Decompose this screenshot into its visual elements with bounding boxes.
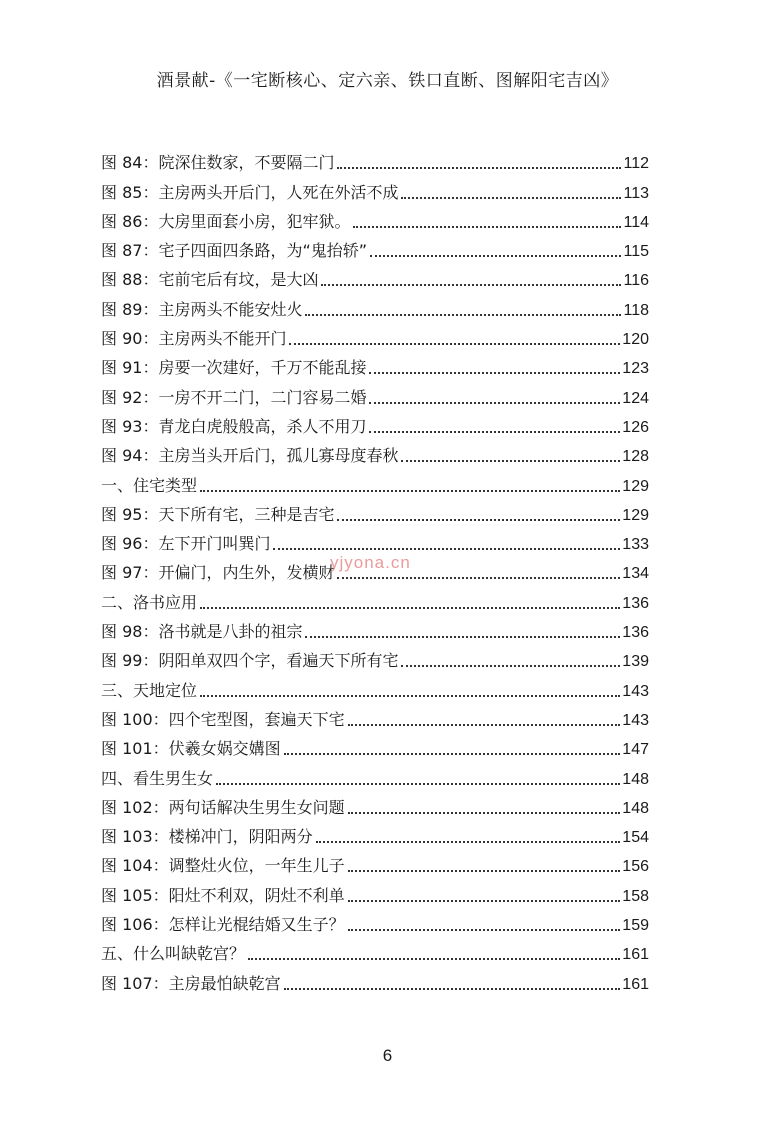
- toc-entry-page: 161: [622, 975, 649, 993]
- toc-entry-page: 136: [622, 594, 649, 612]
- dot-leader: [401, 664, 620, 667]
- toc-entry[interactable]: [101, 290, 649, 319]
- toc-entry-title: 三、天地定位: [101, 680, 198, 700]
- dot-leader: [348, 723, 621, 726]
- toc-entry[interactable]: [101, 759, 649, 788]
- toc-entry-page: 143: [622, 711, 649, 729]
- toc-entry-title: 图 107：主房最怕缺乾宫: [101, 973, 281, 993]
- dot-leader: [348, 928, 621, 931]
- toc-entry-title: 图 85：主房两头开后门，人死在外活不成: [101, 182, 399, 202]
- toc-entry-title: 图 88：宅前宅后有坟，是大凶: [101, 270, 319, 290]
- toc-entry-page: 148: [622, 799, 649, 817]
- toc-entry-page: 128: [622, 448, 649, 466]
- toc-entry[interactable]: [101, 525, 649, 554]
- toc-entry[interactable]: [101, 496, 649, 525]
- toc-entry-page: 136: [622, 624, 649, 642]
- dot-leader: [248, 957, 620, 960]
- toc-entry[interactable]: [101, 671, 649, 700]
- toc-entry-title: 图 87：宅子四面四条路，为“鬼抬轿”: [101, 241, 368, 261]
- toc-entry-title: 图 95：天下所有宅，三种是吉宅: [101, 504, 335, 524]
- toc-entry-title: 图 93：青龙白虎般般高，杀人不用刀: [101, 416, 367, 436]
- dot-leader: [337, 166, 621, 169]
- toc-entry-page: 143: [622, 682, 649, 700]
- toc-entry-title: 五、什么叫缺乾宫？: [101, 944, 246, 964]
- toc-entry-page: 124: [622, 389, 649, 407]
- toc-entry[interactable]: [101, 466, 649, 495]
- dot-leader: [401, 196, 621, 199]
- dot-leader: [200, 606, 620, 609]
- toc-entry-page: 154: [622, 829, 649, 847]
- toc-entry-page: 129: [622, 506, 649, 524]
- toc-entry-title: 图 84：院深住数家，不要隔二门: [101, 153, 335, 173]
- dot-leader: [369, 371, 620, 374]
- toc-entry-title: 图 101：伏羲女娲交媾图: [101, 739, 281, 759]
- dot-leader: [321, 283, 621, 286]
- toc-entry[interactable]: [101, 144, 649, 173]
- dot-leader: [284, 987, 621, 990]
- watermark: yjyona.cn: [330, 553, 411, 572]
- toc-entry-page: 129: [622, 477, 649, 495]
- dot-leader: [337, 576, 620, 579]
- dot-leader: [401, 459, 620, 462]
- toc-entry[interactable]: [101, 876, 649, 905]
- page-number: 6: [382, 1046, 393, 1065]
- page-header: 酒景献-《一宅断核心、定六亲、铁口直断、图解阳宅吉凶》: [156, 71, 619, 91]
- toc-entry-title: 图 105：阳灶不利双，阴灶不利单: [101, 885, 345, 905]
- toc-entry[interactable]: [101, 232, 649, 261]
- toc-entry[interactable]: [101, 173, 649, 202]
- toc-entry[interactable]: [101, 408, 649, 437]
- toc-entry-title: 图 106：怎样让光棍结婚又生子？: [101, 915, 345, 935]
- toc-entry[interactable]: [101, 935, 649, 964]
- toc-entry[interactable]: [101, 261, 649, 290]
- toc-entry-title: 图 91：房要一次建好，千万不能乱接: [101, 358, 367, 378]
- dot-leader: [305, 635, 620, 638]
- toc-entry[interactable]: [101, 203, 649, 232]
- toc-entry-page: 126: [622, 418, 649, 436]
- toc-entry-title: 四、看生男生女: [101, 768, 214, 788]
- toc-entry[interactable]: [101, 437, 649, 466]
- toc-entry-page: 156: [622, 858, 649, 876]
- dot-leader: [337, 518, 620, 521]
- toc-entry-title: 图 104：调整灶火位，一年生儿子: [101, 856, 345, 876]
- toc-entry-title: 图 86：大房里面套小房，犯牢狱。: [101, 211, 351, 231]
- toc-entry-title: 图 100：四个宅型图，套遍天下宅: [101, 709, 345, 729]
- toc-entry-page: 118: [623, 301, 649, 319]
- toc-entry[interactable]: [101, 642, 649, 671]
- toc-entry-title: 图 102：两句话解决生男生女问题: [101, 797, 345, 817]
- toc-entry-title: 图 98：洛书就是八卦的祖宗: [101, 622, 303, 642]
- toc-entry-page: 159: [622, 917, 649, 935]
- toc-entry-title: 图 90：主房两头不能开门: [101, 329, 287, 349]
- dot-leader: [200, 694, 620, 697]
- toc-entry[interactable]: [101, 583, 649, 612]
- toc-entry[interactable]: [101, 613, 649, 642]
- toc-entry[interactable]: [101, 847, 649, 876]
- toc-entry-page: 113: [623, 184, 649, 202]
- toc-entry[interactable]: [101, 818, 649, 847]
- toc-entry[interactable]: [101, 701, 649, 730]
- dot-leader: [348, 899, 621, 902]
- toc-entry-page: 133: [622, 536, 649, 554]
- dot-leader: [369, 401, 620, 404]
- toc-entry-title: 图 99：阴阳单双四个字，看遍天下所有宅: [101, 651, 399, 671]
- toc-entry-title: 图 96：左下开门叫巽门: [101, 534, 271, 554]
- toc-entry-page: 123: [622, 360, 649, 378]
- toc-entry-page: 158: [622, 887, 649, 905]
- toc-entry-page: 134: [622, 565, 649, 583]
- toc-entry-page: 161: [622, 946, 649, 964]
- toc-entry-page: 115: [623, 243, 649, 261]
- toc-entry[interactable]: [101, 349, 649, 378]
- dot-leader: [348, 869, 621, 872]
- toc-entry-page: 120: [622, 331, 649, 349]
- toc-entry-page: 147: [622, 741, 649, 759]
- toc-entry[interactable]: [101, 730, 649, 759]
- toc-entry-title: 图 92：一房不开二门，二门容易二婚: [101, 387, 367, 407]
- toc-entry-page: 114: [623, 213, 649, 231]
- dot-leader: [289, 342, 620, 345]
- toc-entry-title: 一、住宅类型: [101, 475, 198, 495]
- dot-leader: [284, 752, 621, 755]
- toc-entry-page: 139: [622, 653, 649, 671]
- dot-leader: [316, 840, 621, 843]
- toc-entry[interactable]: [101, 789, 649, 818]
- toc-entry-title: 二、洛书应用: [101, 592, 198, 612]
- dot-leader: [370, 254, 621, 257]
- dot-leader: [369, 430, 620, 433]
- toc-entry-title: 图 89：主房两头不能安灶火: [101, 299, 303, 319]
- toc-entry-title: 图 97：开偏门，内生外，发横财: [101, 563, 335, 583]
- toc-entry[interactable]: [101, 964, 649, 993]
- dot-leader: [216, 782, 620, 785]
- dot-leader: [273, 547, 620, 550]
- toc-entry[interactable]: [101, 320, 649, 349]
- toc-entry-title: 图 103：楼梯冲门，阴阳两分: [101, 827, 313, 847]
- toc-entry-page: 116: [623, 272, 649, 290]
- toc-entry-page: 112: [623, 155, 649, 173]
- toc-entry[interactable]: [101, 378, 649, 407]
- toc-entry-title: 图 94：主房当头开后门，孤儿寡母度春秋: [101, 446, 399, 466]
- toc-entry[interactable]: [101, 906, 649, 935]
- dot-leader: [348, 811, 621, 814]
- toc-entry-page: 148: [622, 770, 649, 788]
- dot-leader: [353, 225, 621, 228]
- dot-leader: [305, 313, 621, 316]
- dot-leader: [200, 489, 620, 492]
